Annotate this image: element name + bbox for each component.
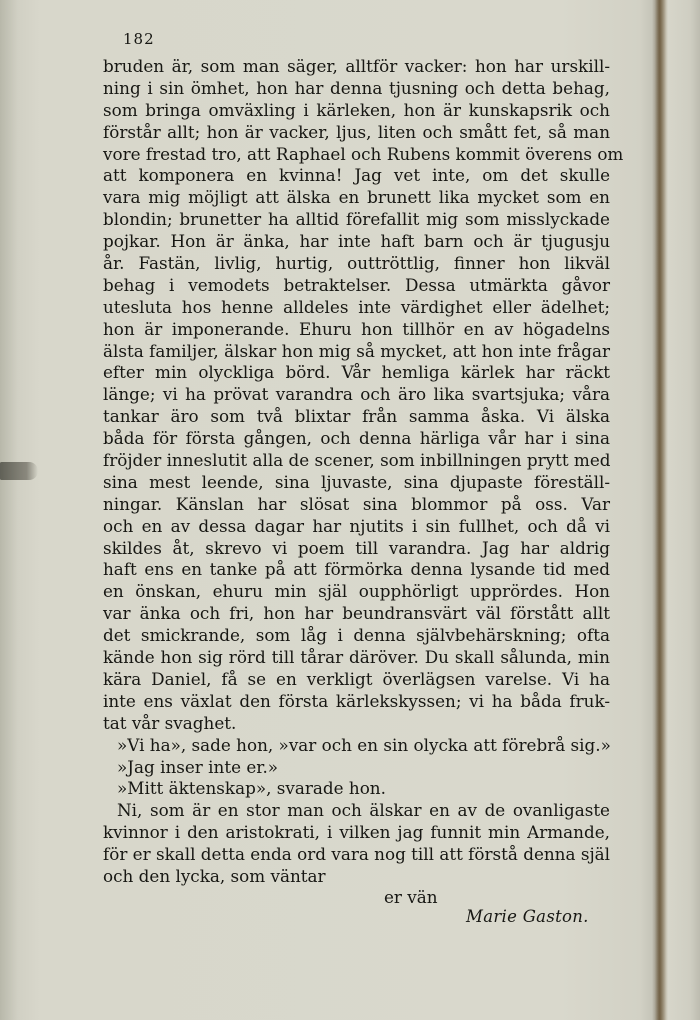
text-line: efter min olyckliga börd. Vår hemliga kärlek har räckt <box>103 362 610 383</box>
letter-signature: Marie Gaston. <box>466 907 589 926</box>
text-line: Ni, som är en stor man och älskar en av de ovanligaste <box>117 800 610 821</box>
dialogue-line: »Mitt äktenskap», svarade hon. <box>117 778 386 799</box>
text-line: sina mest leende, sina ljuvaste, sina djupaste föreställ- <box>103 471 610 492</box>
text-line: haft ens en tanke på att förmörka denna lysande tid med <box>103 559 610 580</box>
text-line: kände hon sig rörd till tårar däröver. Du skall sålunda, min <box>103 647 610 668</box>
text-line: blondin; brunetter ha alltid förefallit mig som misslyckade <box>103 209 610 230</box>
text-line: bruden är, som man säger, alltför vacker: hon har urskill- <box>103 56 610 76</box>
binding-mark <box>0 462 38 480</box>
page-number: 182 <box>123 30 155 48</box>
text-line: båda för första gången, och denna härliga vår har i sina <box>103 428 610 449</box>
text-line: länge; vi ha prövat varandra och äro lika svartsjuka; våra <box>103 384 610 405</box>
text-line: det smickrande, som låg i denna självbehärskning; ofta <box>103 625 610 646</box>
text-line: vore frestad tro, att Raphael och Rubens kommit överens om <box>103 143 624 164</box>
text-line: kvinnor i den aristokrati, i vilken jag funnit min Armande, <box>103 822 610 843</box>
text-line: älsta familjer, älskar hon mig så mycket, att hon inte frågar <box>103 340 610 361</box>
text-line: och den lycka, som väntar <box>103 865 326 886</box>
text-line: inte ens växlat den första kärlekskyssen; vi ha båda fruk- <box>103 690 610 711</box>
letter-text <box>103 56 624 888</box>
text-line: för er skall detta enda ord vara nog till att förstå denna själ <box>103 844 611 865</box>
text-line: ningar. Känslan har slösat sina blommor på oss. Var <box>103 493 610 514</box>
text-line: att komponera en kvinna! Jag vet inte, om det skulle <box>103 165 610 186</box>
text-line: som bringa omväxling i kärleken, hon är kunskapsrik och <box>103 99 610 120</box>
text-line: en önskan, ehuru min själ oupphörligt upprördes. Hon <box>103 581 610 602</box>
text-line: utesluta hos henne alldeles inte värdighet eller ädelhet; <box>103 296 610 317</box>
text-line: fröjder inneslutit alla de scener, som inbillningen prytt med <box>103 450 611 471</box>
spine-shadow <box>652 0 666 1020</box>
text-line: vara mig möjligt att älska en brunett lika mycket som en <box>103 187 610 208</box>
text-line: var änka och fri, hon har beundransvärt väl förstått allt <box>103 603 610 624</box>
text-line: kära Daniel, få se en verkligt överlägsen varelse. Vi ha <box>103 668 610 689</box>
text-line: ning i sin ömhet, hon har denna tjusning och detta behag, <box>103 77 610 98</box>
text-line: hon är imponerande. Ehuru hon tillhör en av högadelns <box>103 318 610 339</box>
letter-closing: er vän <box>384 887 438 907</box>
text-line: skildes åt, skrevo vi poem till varandra. Jag har aldrig <box>103 537 610 558</box>
text-line: år. Fastän, livlig, hurtig, outtröttlig, finner hon likväl <box>103 253 610 274</box>
text-line: och en av dessa dagar har njutits i sin fullhet, och då vi <box>103 515 610 536</box>
text-line: förstår allt; hon är vacker, ljus, liten och smått fet, så man <box>103 121 610 142</box>
text-line: tat vår svaghet. <box>103 712 237 733</box>
dialogue-line: »Vi ha», sade hon, »var och en sin olycka att förebrå sig.» <box>117 734 611 755</box>
dialogue-line: »Jag inser inte er.» <box>117 756 279 777</box>
text-line: behag i vemodets betraktelser. Dessa utmärkta gåvor <box>103 274 610 295</box>
text-line: pojkar. Hon är änka, har inte haft barn och är tjugusju <box>103 231 610 252</box>
text-line: tankar äro som två blixtar från samma åska. Vi älska <box>103 406 610 427</box>
